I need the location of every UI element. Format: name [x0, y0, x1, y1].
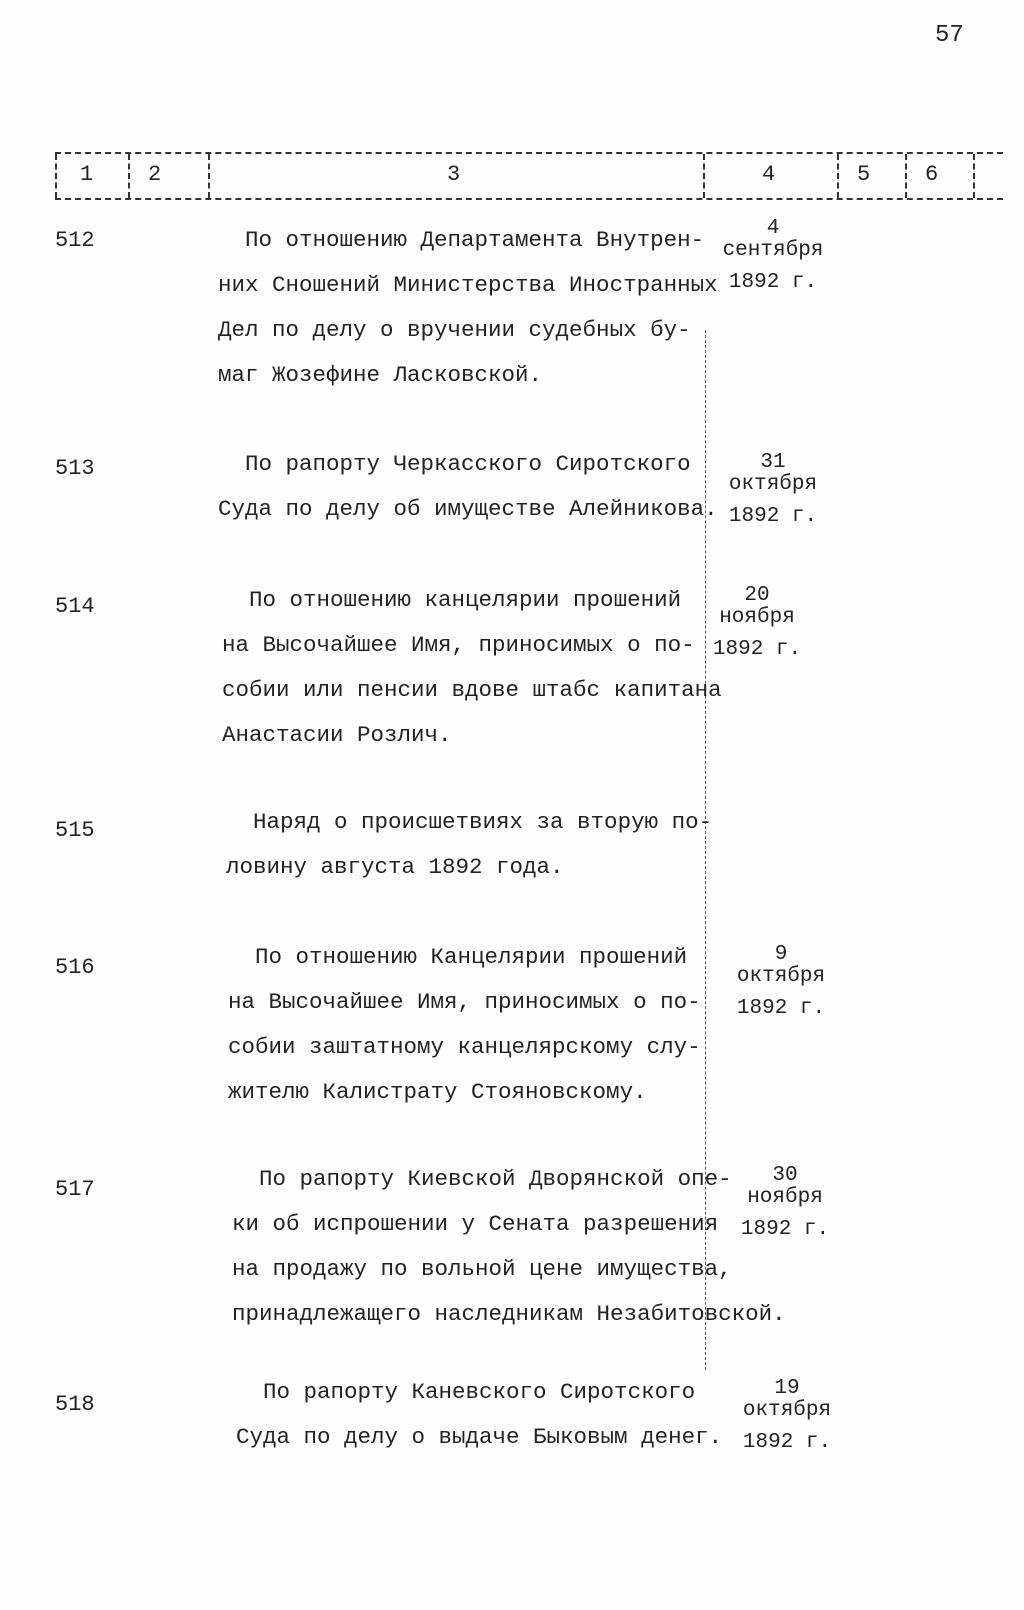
entry-number: 514	[55, 594, 95, 619]
date-month: октября	[742, 1399, 832, 1422]
date-month: октября	[728, 473, 818, 496]
date-day: 20	[744, 584, 770, 607]
description-line: принадлежащего наследникам Незабитовской.	[232, 1301, 786, 1327]
date-month: ноября	[747, 1186, 823, 1209]
page-number: 57	[935, 22, 964, 49]
date-year: 1892 г.	[736, 997, 826, 1020]
date-year: 1892 г.	[742, 1431, 832, 1454]
description-line: Наряд о происшетвиях за вторую по-	[226, 809, 713, 835]
entry-number: 513	[55, 456, 95, 481]
entry-description	[226, 800, 712, 890]
entry-date	[708, 452, 838, 528]
description-line: на продажу по вольной цене имущества,	[232, 1256, 732, 1282]
header-col-1: 1	[80, 162, 94, 187]
description-line: Суда по делу об имуществе Алейникова.	[218, 496, 718, 522]
description-line: По рапорту Киевской Дворянской опе-	[232, 1166, 732, 1192]
date-year: 1892 г.	[728, 271, 818, 294]
date-day: 30	[772, 1164, 798, 1187]
description-line: Суда по делу о выдаче Быковым денег.	[236, 1424, 723, 1450]
entry-number: 512	[55, 228, 95, 253]
description-line: ки об испрошении у Сената разрешения	[232, 1211, 719, 1237]
description-line: собии или пенсии вдове штабс капитана	[222, 677, 722, 703]
description-line: По рапорту Каневского Сиротского	[236, 1379, 696, 1405]
entry-date	[722, 1378, 852, 1454]
entry-number: 517	[55, 1177, 95, 1202]
header-col-3: 3	[447, 162, 461, 187]
description-line: собии заштатному канцелярскому слу-	[228, 1034, 701, 1060]
date-day: 9	[774, 943, 788, 966]
description-line: маг Жозефине Ласковской.	[218, 362, 543, 388]
description-line: на Высочайшее Имя, приносимых о по-	[222, 632, 695, 658]
date-month: ноября	[719, 606, 795, 629]
description-line: По отношению Департамента Внутрен-	[218, 227, 705, 253]
entry-number: 516	[55, 955, 95, 980]
description-line: ловину августа 1892 года.	[226, 854, 564, 880]
entry-description	[236, 1370, 722, 1460]
description-line: на Высочайшее Имя, приносимых о по-	[228, 989, 701, 1015]
entry-description	[228, 935, 701, 1115]
table-header	[55, 152, 1003, 200]
description-line: жителю Калистрату Стояновскому.	[228, 1079, 647, 1105]
header-col-4: 4	[762, 162, 776, 187]
description-line: Анастасии Розлич.	[222, 722, 452, 748]
description-line: По отношению канцелярии прошений	[222, 587, 682, 613]
date-year: 1892 г.	[740, 1218, 830, 1241]
header-col-2: 2	[148, 162, 162, 187]
date-day: 4	[766, 217, 780, 240]
date-day: 31	[760, 451, 786, 474]
date-year: 1892 г.	[712, 638, 802, 661]
description-line: По отношению Канцелярии прошений	[228, 944, 688, 970]
entry-date	[716, 944, 846, 1020]
entry-date	[708, 218, 838, 294]
description-line: Дел по делу о вручении судебных бу-	[218, 317, 691, 343]
date-month: октября	[736, 965, 826, 988]
description-line: По рапорту Черкасского Сиротского	[218, 451, 691, 477]
entry-description	[218, 442, 718, 532]
entry-number: 518	[55, 1392, 95, 1417]
header-col-5: 5	[857, 162, 871, 187]
entry-date	[692, 585, 822, 661]
date-day: 19	[774, 1377, 800, 1400]
entry-number: 515	[55, 818, 95, 843]
description-line: них Сношений Министерства Иностранных	[218, 272, 718, 298]
entry-description	[232, 1157, 786, 1337]
date-month: сентября	[722, 239, 824, 262]
entry-description	[222, 578, 722, 758]
header-col-6: 6	[925, 162, 939, 187]
entry-date	[720, 1165, 850, 1241]
date-year: 1892 г.	[728, 505, 818, 528]
entry-description	[218, 218, 718, 398]
